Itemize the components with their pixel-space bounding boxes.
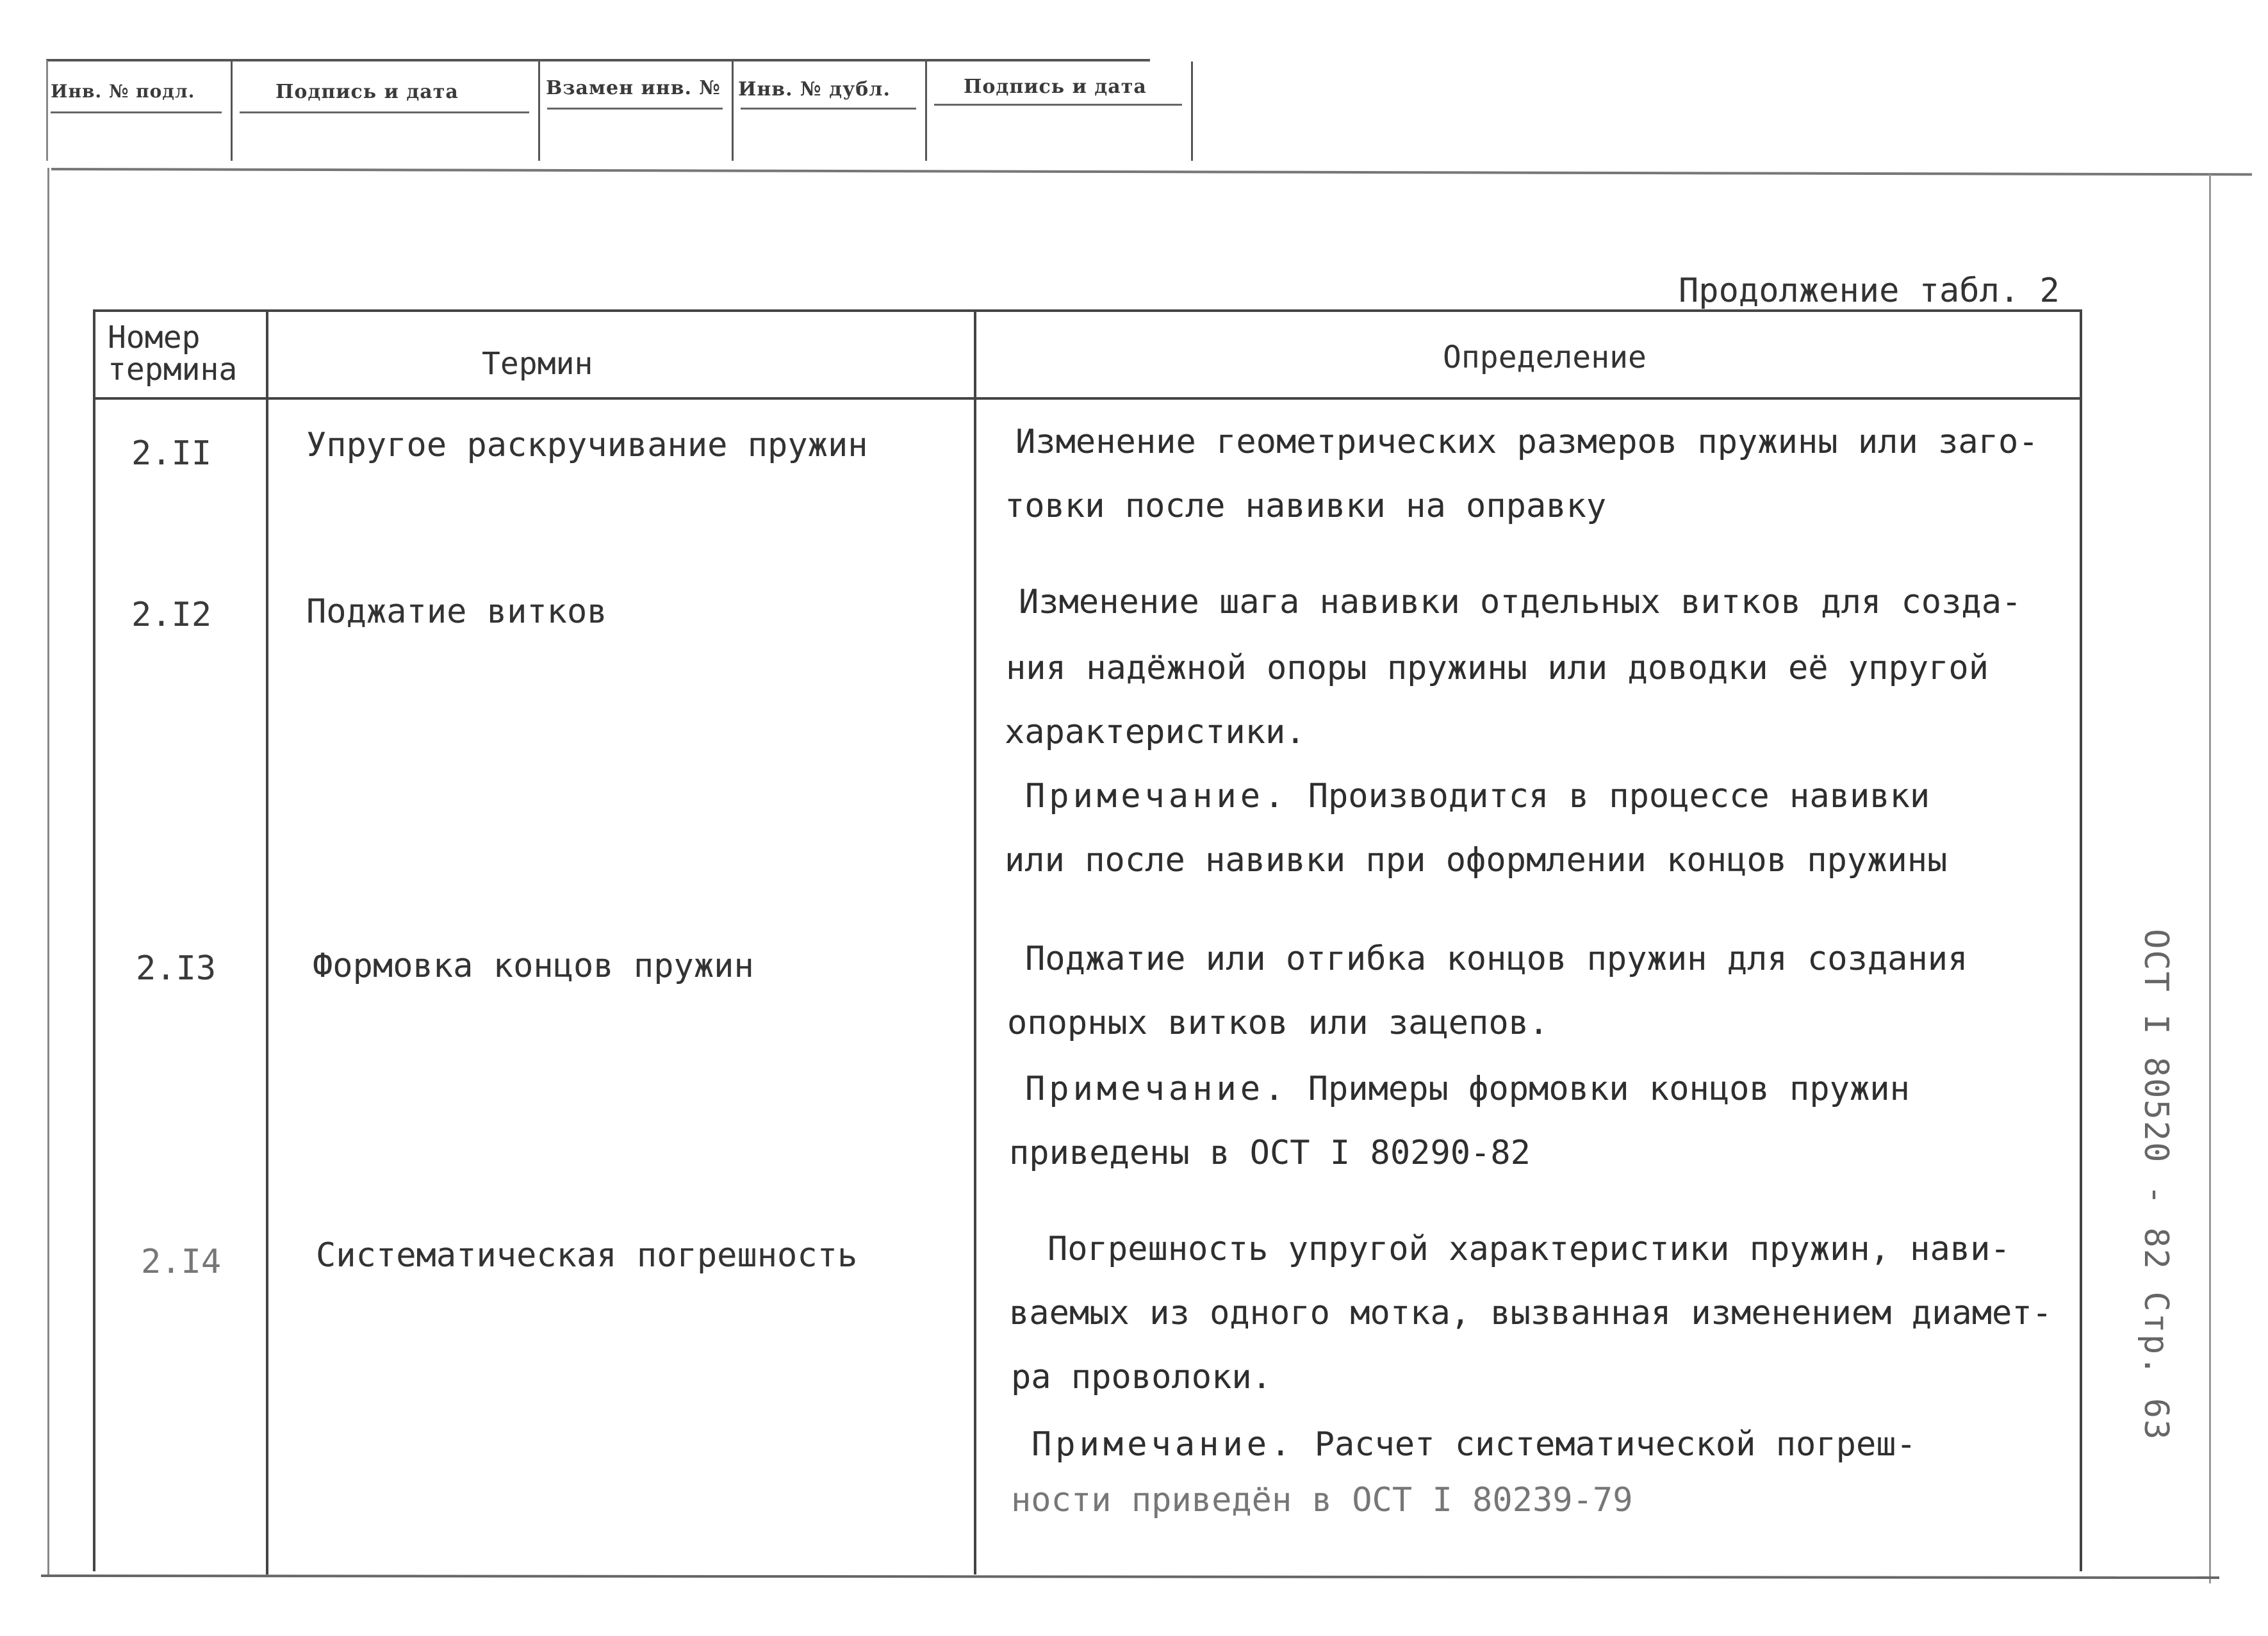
frame-left-line [47,168,49,1577]
frame-top-line [51,168,2252,176]
stamp-label: Инв. № подл. [51,81,195,102]
table-column-divider [266,309,268,1575]
definition-line: опорных витков или зацепов. [1007,1004,1549,1042]
stamp-cell-inventory-duplicate [732,61,927,161]
definition-line: ваемых из одного мотка, вызванная изменением диамет- [1009,1294,2052,1332]
term-name: Формовка концов пружин [313,947,754,985]
header-term-number [108,322,237,386]
stamp-cell-inventory-original [48,61,233,161]
header-definition: Определение [1443,339,1647,375]
note-text: Примеры формовки концов пружин [1308,1070,1910,1108]
definition-line: ра проволоки. [1011,1358,1272,1396]
note-label: Примечание. [1031,1425,1295,1464]
stamp-label: Инв. № дубл. [738,78,891,101]
term-number: 2.I2 [131,596,212,634]
term-number: 2.II [131,434,212,473]
term-name: Систематическая погрешность [316,1236,858,1275]
definition-line: характеристики. [1005,713,1306,751]
note-line: приведены в ОСТ I 80290-82 [1009,1134,1531,1172]
note-line [1031,1425,1916,1464]
stamp-label: Подпись и дата [964,76,1147,98]
note-text: Расчет систематической погреш- [1314,1425,1916,1464]
definition-line: ния надёжной опоры пружины или доводки её упругой [1006,649,1989,687]
stamp-label: Взамен инв. № [546,77,721,99]
definition-line: товки после навивки на оправку [1005,487,1607,525]
note-line [1025,777,1930,815]
definition-line: Поджатие или отгибка концов пружин для создания [1025,940,1968,978]
header-number-line1: Номер [108,320,201,356]
definition-line: Изменение шага навивки отдельных витков для созда- [1019,583,2022,621]
note-label: Примечание. [1025,1070,1288,1108]
table-header-divider [93,397,2082,400]
header-term: Термин [482,346,593,382]
note-text: Производится в процессе навивки [1308,777,1930,815]
frame-bottom-line [41,1575,2219,1579]
note-line: или после навивки при оформлении концов пружины [1005,841,1948,879]
term-number: 2.I3 [136,949,217,988]
note-label: Примечание. [1025,777,1288,815]
note-line: ности приведён в ОСТ I 80239-79 [1011,1481,1633,1519]
header-number-line2: термина [108,352,238,388]
document-code-side-label: ОСТ I 80520 - 82 Стр. 63 [2137,929,2175,1441]
note-line [1025,1070,1910,1108]
term-name: Поджатие витков [306,593,607,631]
stamp-cell-replacement-inventory [538,61,734,161]
term-name: Упругое раскручивание пружин [306,426,868,464]
definition-line: Изменение геометрических размеров пружины или заго- [1015,423,2039,461]
stamp-label: Подпись и дата [275,81,459,103]
frame-right-line [2209,174,2211,1583]
table-continuation-caption: Продолжение табл. 2 [1679,272,2060,310]
term-number: 2.I4 [141,1243,222,1281]
stamp-cell-signature-date-2 [925,61,1193,161]
stamp-cell-signature-date [231,61,540,161]
definition-line: Погрешность упругой характеристики пружин, нави- [1048,1230,2010,1268]
approval-stamp-strip [46,59,1150,161]
table-column-divider [974,309,976,1575]
